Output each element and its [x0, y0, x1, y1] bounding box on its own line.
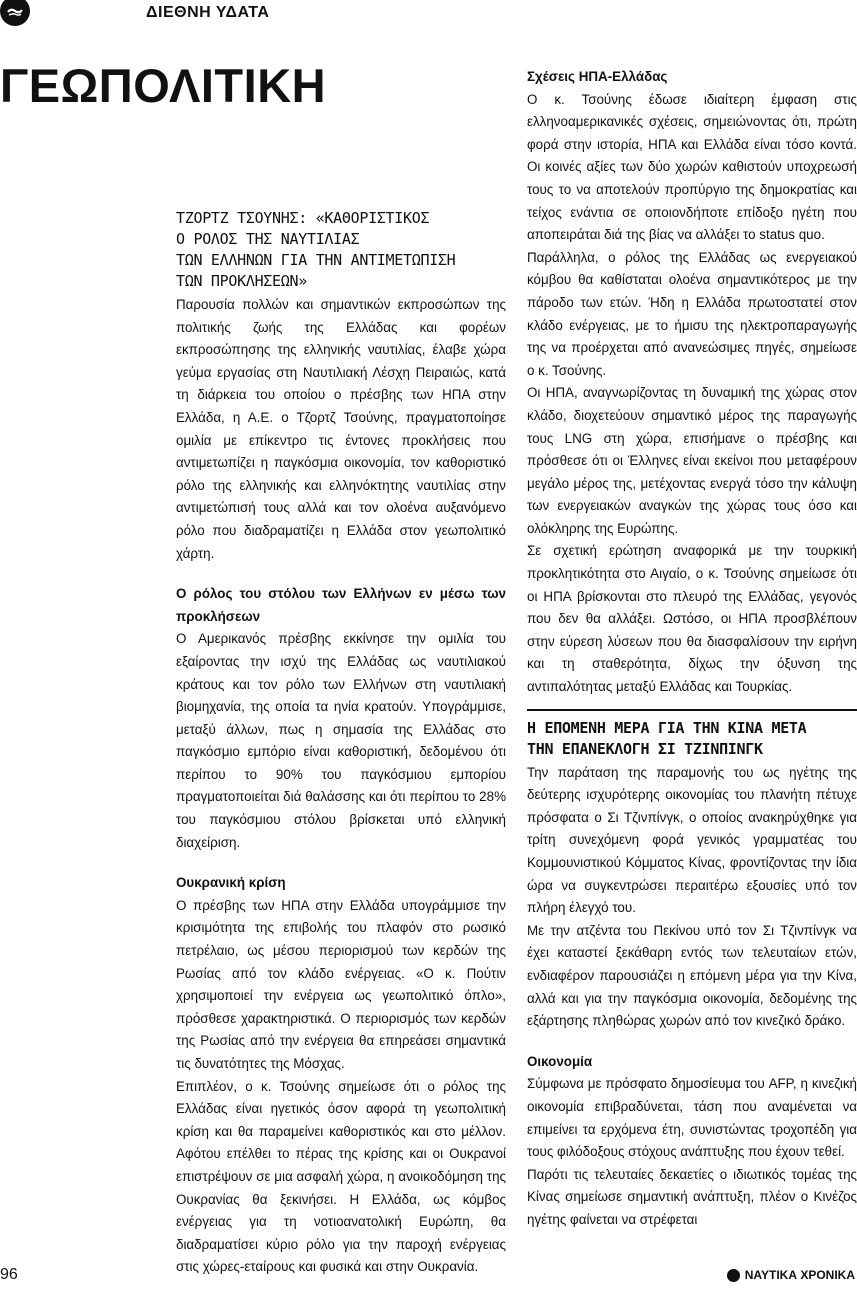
- subheading: Οικονομία: [527, 1053, 593, 1069]
- body-paragraph: Παρότι τις τελευταίες δεκαετίες ο ιδιωτικός τομέας της Κίνας σημείωσε σημαντική ανάπτυξη, πλέον ο Κινέζος ηγέτης φαίνεται να στρέφεται: [527, 1166, 857, 1227]
- article-title-line: ΤΖΟΡΤΖ ΤΣΟΥΝΗΣ: «ΚΑΘΟΡΙΣΤΙΚΟΣ: [176, 209, 430, 227]
- article-title-line: ΤΩΝ ΕΛΛΗΝΩΝ ΓΙΑ ΤΗΝ ΑΝΤΙΜΕΤΩΠΙΣΗ: [176, 251, 456, 269]
- body-paragraph: Επιπλέον, ο κ. Τσούνης σημείωσε ότι ο ρόλος της Ελλάδας είναι ηγετικός όσον αφορά τη γεωπολιτική κρίση και θα παραμείνει καθοριστικός και στο μέλλον. Αφότου επέλθει το πέρας της κρίσης και οι Ουκρανοί επιστρέψουν σε μια ασφαλή χώρα, η ανοικοδόμηση της Ουκρανίας θα ξεκινήσει. Η Ελλάδα, ως κόμβος ενέργειας για τη νοτιοανατολική Ευρώπη, θα διαδραματίσει κύριο ρόλο για την παροχή ενέργειας στις χώρες-εταίρους και φυσικά και στην Ουκρανία.: [176, 1078, 506, 1275]
- subheading: Ουκρανική κρίση: [176, 875, 286, 891]
- brand-name: ΝΑΥΤΙΚΑ ΧΡΟΝΙΚΑ: [744, 1268, 855, 1282]
- article-title-line: ΤΩΝ ΠΡΟΚΛΗΣΕΩΝ»: [176, 272, 307, 290]
- article-title-line: Η ΕΠΟΜΕΝΗ ΜΕΡΑ ΓΙΑ ΤΗΝ ΚΙΝΑ ΜΕΤΑ: [527, 718, 807, 737]
- page-title: ΓΕΩΠΟΛΙΤΙΚΗ: [0, 59, 327, 112]
- subheading: Σχέσεις ΗΠΑ-Ελλάδας: [527, 69, 668, 84]
- article-title: [176, 208, 506, 292]
- article-divider: [527, 709, 857, 711]
- intro-paragraph: Παρουσία πολλών και σημαντικών εκπροσώπων της πολιτικής ζωής της Ελλάδας και φορέων εκπροσώπησης της ελληνικής ναυτιλίας, έλαβε χώρα γεύμα εργασίας στη Ναυτιλιακή Λέσχη Πειραιώς, κατά τη διάρκεια του οποίου ο πρέσβης των ΗΠΑ στην Ελλάδα, η Α.Ε. ο Τζορτζ Τσούνης, πραγματοποίησε ομιλία με επίκεντρο τις έντονες προκλήσεις που αντιμετωπίζει η παγκόσμια οικονομία, τον καθοριστικό ρόλο της ελληνικής και ελληνόκτητης ναυτιλίας στην αντιμετώπισή τους αλλά και τον ολοένα αυξανόμενο ρόλο που διαδραματίζει η Ελλάδα στον γεωπολιτικό χάρτη.: [176, 297, 506, 561]
- section-tag: ΔΙΕΘΝΗ ΥΔΑΤΑ: [146, 4, 270, 21]
- body-paragraph: Ο πρέσβης των ΗΠΑ στην Ελλάδα υπογράμμισε την κρισιμότητα της επιβολής του πλαφόν στο ρωσικό πετρέλαιο, ως μέσου περιορισμού των κερδών της Ρωσίας από τον κλάδο ενέργειας. «Ο κ. Πούτιν χρησιμοποιεί την ενέργεια ως γεωπολιτικό όπλο», πρόσθεσε χαρακτηριστικά. Ο περιορισμός των κερδών της Ρωσίας από την ενέργεια θα επηρεάσει σημαντικά τις δυνατότητες της Μόσχας.: [176, 897, 506, 1071]
- body-paragraph: Με την ατζέντα του Πεκίνου υπό τον Σι Τζινπίνγκ να έχει καταστεί ξεκάθαρη εντός των τελευταίων ετών, ενδιαφέρον παρουσιάζει η επόμενη μέρα για την Κίνα, αλλά και για την παγκόσμια οικονομία, δεδομένης της εξάρτησης πληθώρας χωρών από τον κινεζικό δράκο.: [527, 922, 857, 1029]
- left-column: [176, 208, 506, 1279]
- body-paragraph: Παράλληλα, ο ρόλος της Ελλάδας ως ενεργειακού κόμβου θα καθίσταται ολοένα σημαντικότερος με την πάροδο των ετών. Ήδη η Ελλάδα πρωτοστατεί στον κλάδο ενέργειας, με το ήμισυ της ηλεκτροπαραγωγής της να προέρχεται από ανανεώσιμες πηγές, σημείωσε ο κ. Τσούνης.: [527, 249, 857, 378]
- brand-logo-icon: [727, 1269, 740, 1282]
- page-number: 96: [0, 1266, 18, 1283]
- body-paragraph: Σύμφωνα με πρόσφατο δημοσίευμα του AFP, η κινεζική οικονομία επιβραδύνεται, τάση που αναμένεται να επιμείνει τα ερχόμενα έτη, συνιστώντας τροχοπέδη για τους φιλόδοξους στόχους ανάπτυξης που έχουν τεθεί.: [527, 1076, 857, 1160]
- footer-brand: [727, 1268, 855, 1282]
- article-title-line: ΤΗΝ ΕΠΑΝΕΚΛΟΓΗ ΣΙ ΤΖΙΝΠΙΝΓΚ: [527, 739, 763, 758]
- body-paragraph: Την παράταση της παραμονής του ως ηγέτης της δεύτερης ισχυρότερης οικονομίας του πλανήτη πέτυχε πρόσφατα ο Σι Τζινπίνγκ, ο οποίος ανακηρύχθηκε για τρίτη συνεχόμενη φορά γενικός γραμματέας του Κομμουνιστικού Κόμματος Κίνας, φροντίζοντας την ίδια ώρα να συγκεντρώσει περαιτέρω εξουσίες υπό τον πλήρη έλεγχό του.: [527, 764, 857, 916]
- article-title: [527, 718, 857, 760]
- body-paragraph: Σε σχετική ερώτηση αναφορικά με την τουρκική προκλητικότητα στο Αιγαίο, ο κ. Τσούνης σημείωσε ότι οι ΗΠΑ βρίσκονται στο πλευρό της Ελλάδας, γεγονός που δεν θα αλλάξει. Ωστόσο, οι ΗΠΑ προσβλέπουν στην εύρεση λύσεων που θα διασφαλίσουν την ειρήνη και τη σταθερότητα, δίχως την όξυνση της αντιπαλότητας μεταξύ Ελλάδας και Τουρκίας.: [527, 543, 857, 695]
- section-logo-icon: [0, 0, 30, 26]
- subheading: Ο ρόλος του στόλου των Ελλήνων εν μέσω των προκλήσεων: [176, 586, 506, 624]
- body-paragraph: Οι ΗΠΑ, αναγνωρίζοντας τη δυναμική της χώρας στον κλάδο, διοχετεύουν σημαντικό μέρος της παραγωγής τους LNG στη χώρα, επισήμανε ο πρέσβης και πρόσθεσε ότι οι Έλληνες είναι εκείνοι που μεταφέρουν μεγάλο μέρος της, μετέχοντας ενεργά τόσο την κάλυψη των ενεργειακών αναγκών της χώρας τους όσο και ολόκληρης της Ευρώπης.: [527, 385, 857, 536]
- right-column: [527, 66, 857, 1232]
- article-title-line: Ο ΡΟΛΟΣ ΤΗΣ ΝΑΥΤΙΛΙΑΣ: [176, 230, 360, 248]
- wave-icon: [6, 2, 24, 20]
- body-paragraph: Ο Αμερικανός πρέσβης εκκίνησε την ομιλία του εξαίροντας την ισχύ της Ελλάδας ως ναυτιλιακού κράτους και τον ρόλο των Ελλήνων στη ναυτιλιακή βιομηχανία, της οποία τα ηνία κρατούν. Υπογράμμισε, μεταξύ άλλων, πως η σημασία της Ελλάδας στο παγκόσμιο εμπόριο είναι καθοριστική, δεδομένου ότι περίπου το 90% του παγκόσμιου εμπορίου πραγματοποιείται διά θαλάσσης και ότι περίπου το 28% του παγκόσμιου στόλου βρίσκεται υπό ελληνική διαχείριση.: [176, 631, 506, 850]
- body-paragraph: Ο κ. Τσούνης έδωσε ιδιαίτερη έμφαση στις ελληνοαμερικανικές σχέσεις, σημειώνοντας ότι, πρώτη φορά στην ιστορία, ΗΠΑ και Ελλάδα είναι τόσο κοντά. Οι κοινές αξίες των δύο χωρών καθιστούν υποχρεωσή τους το να αποτελούν προπύργιο της δημοκρατίας και τείχος ενάντια σε οποιονδήποτε επίδοξο ηγέτη που αποπειράται διά της βίας να αλλάξει το status quo.: [527, 91, 857, 243]
